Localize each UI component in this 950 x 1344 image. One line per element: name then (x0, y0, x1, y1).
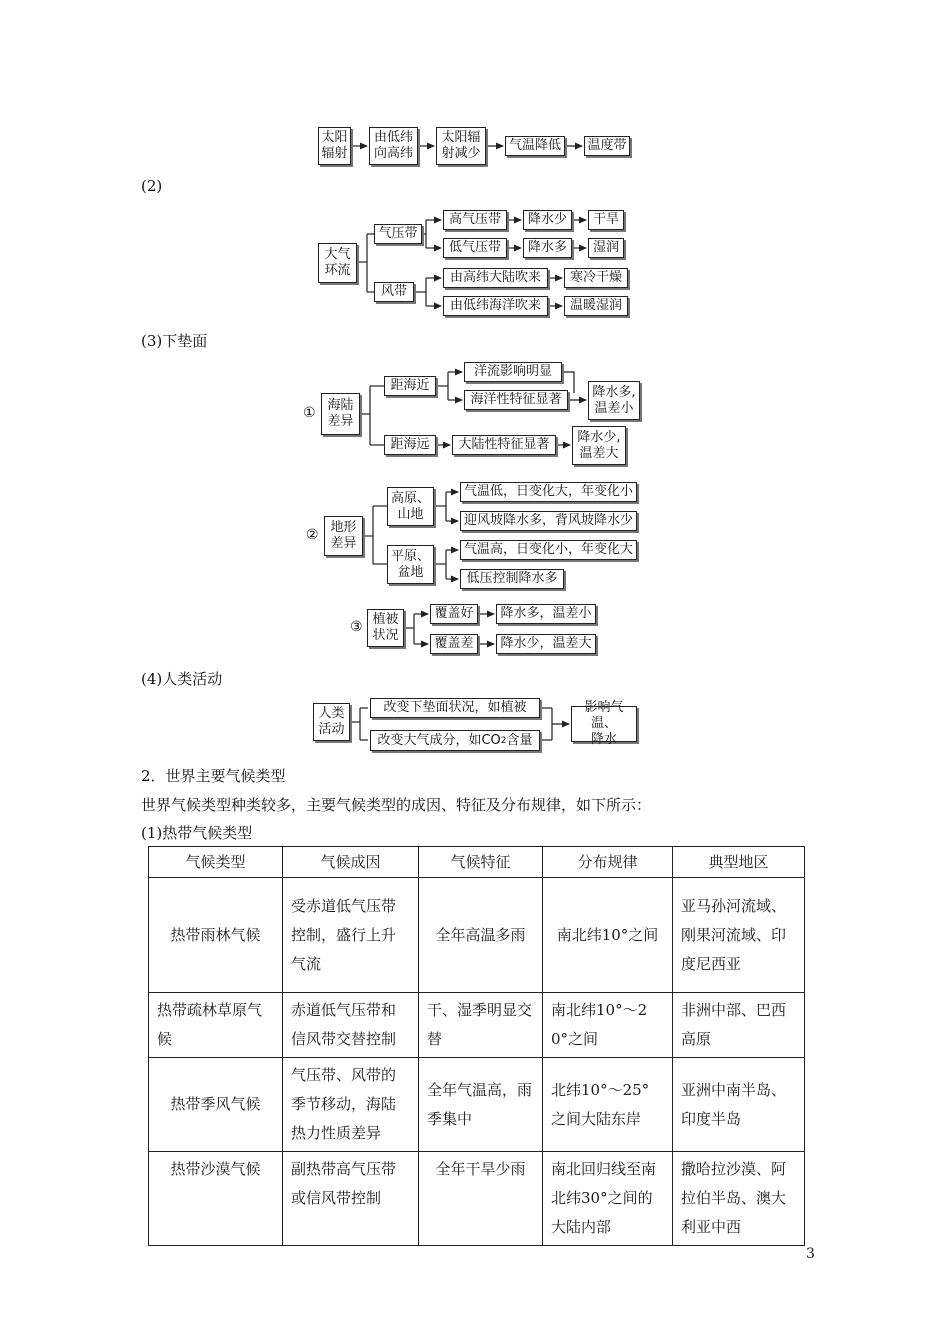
page-number: 3 (806, 1246, 815, 1262)
cell-distribution: 南北回归线至南北纬30°之间的大陆内部 (543, 1152, 673, 1246)
cell-feature: 全年干旱少雨 (419, 1152, 543, 1246)
box-radiation-decrease: 太阳辐 射减少 (436, 127, 486, 165)
box-humid: 湿润 (588, 238, 624, 258)
box-dry: 干旱 (588, 210, 624, 230)
change-atmosphere-suffix: 含量 (506, 732, 533, 748)
marker-3: ③ (350, 619, 363, 635)
cell-climate-type: 热带雨林气候 (149, 878, 283, 993)
box-plateau-temp: 气温低，日变化大，年变化小 (460, 482, 637, 502)
header-climate-type: 气候类型 (149, 847, 283, 878)
climate-table (148, 846, 805, 1246)
cell-climate-type: 热带季风气候 (149, 1058, 283, 1152)
box-result-more-rain: 降水多, 温差小 (588, 381, 640, 420)
section-3-label: (3)下垫面 (141, 332, 208, 350)
box-plateau-rain: 迎风坡降水多，背风坡降水少 (460, 511, 637, 531)
header-region: 典型地区 (673, 847, 805, 878)
box-plain-basin: 平原、 盆地 (387, 545, 434, 584)
box-pressure-belt: 气压带 (374, 224, 422, 244)
table-row (149, 878, 805, 993)
table-row (149, 1058, 805, 1152)
box-plateau-mountain: 高原、 山地 (387, 487, 434, 526)
cell-region: 亚洲中南半岛、印度半岛 (673, 1058, 805, 1152)
box-vegetation: 植被 状况 (367, 609, 404, 647)
box-good-result: 降水多，温差小 (496, 604, 596, 624)
box-human-activity: 人类 活动 (313, 703, 350, 741)
subheading-tropical: (1)热带气候类型 (141, 824, 253, 842)
cell-feature: 全年高温多雨 (419, 878, 543, 993)
cell-cause: 赤道低气压带和信风带交替控制 (283, 993, 419, 1058)
box-far-sea: 距海远 (384, 435, 436, 455)
heading-climate-types: 2．世界主要气候类型 (141, 767, 286, 785)
cell-region: 撒哈拉沙漠、阿拉伯半岛、澳大利亚中西 (673, 1152, 805, 1246)
box-from-low-latitude: 由低纬海洋吹来 (443, 296, 548, 316)
cell-region: 非洲中部、巴西高原 (673, 993, 805, 1058)
cell-cause: 受赤道低气压带控制，盛行上升气流 (283, 878, 419, 993)
table-header-row (149, 847, 805, 878)
box-change-atmosphere (370, 730, 540, 751)
header-feature: 气候特征 (419, 847, 543, 878)
box-more-rain: 降水多 (523, 238, 572, 258)
section-2-label: (2) (141, 177, 163, 195)
cell-distribution: 南北纬10°之间 (543, 878, 673, 993)
box-marine-feature: 海洋性特征显著 (464, 390, 568, 410)
intro-paragraph: 世界气候类型种类较多，主要气候类型的成因、特征及分布规律，如下所示： (141, 796, 652, 814)
cell-cause: 副热带高气压带或信风带控制 (283, 1152, 419, 1246)
box-continental-feature: 大陆性特征显著 (452, 435, 556, 455)
cell-distribution: 南北纬10°～20°之间 (543, 993, 673, 1058)
box-affect-temp-rain: 影响气温、 降水 (571, 706, 637, 742)
box-result-less-rain: 降水少, 温差大 (572, 426, 626, 465)
header-distribution: 分布规律 (543, 847, 673, 878)
box-change-surface: 改变下垫面状况，如植被 (370, 698, 540, 718)
box-poor-cover: 覆盖差 (430, 634, 478, 654)
box-terrain-difference: 地形 差异 (324, 516, 363, 556)
cell-climate-type: 热带沙漠气候 (149, 1152, 283, 1246)
box-low-to-high-latitude: 由低纬 向高纬 (369, 127, 418, 165)
box-ocean-current: 洋流影响明显 (464, 362, 562, 382)
box-solar-radiation: 太阳 辐射 (318, 127, 351, 165)
box-plain-temp: 气温高，日变化小，年变化大 (460, 540, 637, 560)
change-atmosphere-text: 改变大气成分，如CO (377, 732, 501, 748)
co2-subscript: 2 (500, 735, 507, 746)
header-cause: 气候成因 (283, 847, 419, 878)
box-good-cover: 覆盖好 (430, 604, 478, 624)
box-warm-humid: 温暖湿润 (564, 296, 628, 316)
section-4-label: (4)人类活动 (141, 670, 223, 688)
table-row (149, 1152, 805, 1246)
box-atmospheric-circulation: 大气 环流 (318, 243, 357, 283)
cell-distribution: 北纬10°～25°之间大陆东岸 (543, 1058, 673, 1152)
box-near-sea: 距海近 (384, 376, 436, 396)
box-less-rain: 降水少 (523, 210, 572, 230)
box-land-sea-difference: 海陆 差异 (321, 393, 360, 435)
marker-1: ① (303, 405, 316, 421)
box-poor-result: 降水少，温差大 (496, 634, 596, 654)
box-cold-dry: 寒冷干燥 (564, 268, 628, 288)
box-plain-rain: 低压控制降水多 (460, 569, 564, 589)
cell-feature: 全年气温高，雨季集中 (419, 1058, 543, 1152)
table-row (149, 993, 805, 1058)
box-high-pressure: 高气压带 (443, 210, 507, 230)
cell-feature: 干、湿季明显交替 (419, 993, 543, 1058)
marker-2: ② (306, 527, 319, 543)
cell-climate-type: 热带疏林草原气候 (149, 993, 283, 1058)
cell-cause: 气压带、风带的季节移动，海陆热力性质差异 (283, 1058, 419, 1152)
box-low-pressure: 低气压带 (443, 238, 507, 258)
box-from-high-latitude: 由高纬大陆吹来 (443, 268, 548, 288)
box-temperature-zone: 温度带 (584, 136, 630, 156)
box-wind-belt: 风带 (374, 282, 414, 302)
box-temperature-drop: 气温降低 (505, 136, 565, 156)
cell-region: 亚马孙河流域、刚果河流域、印度尼西亚 (673, 878, 805, 993)
